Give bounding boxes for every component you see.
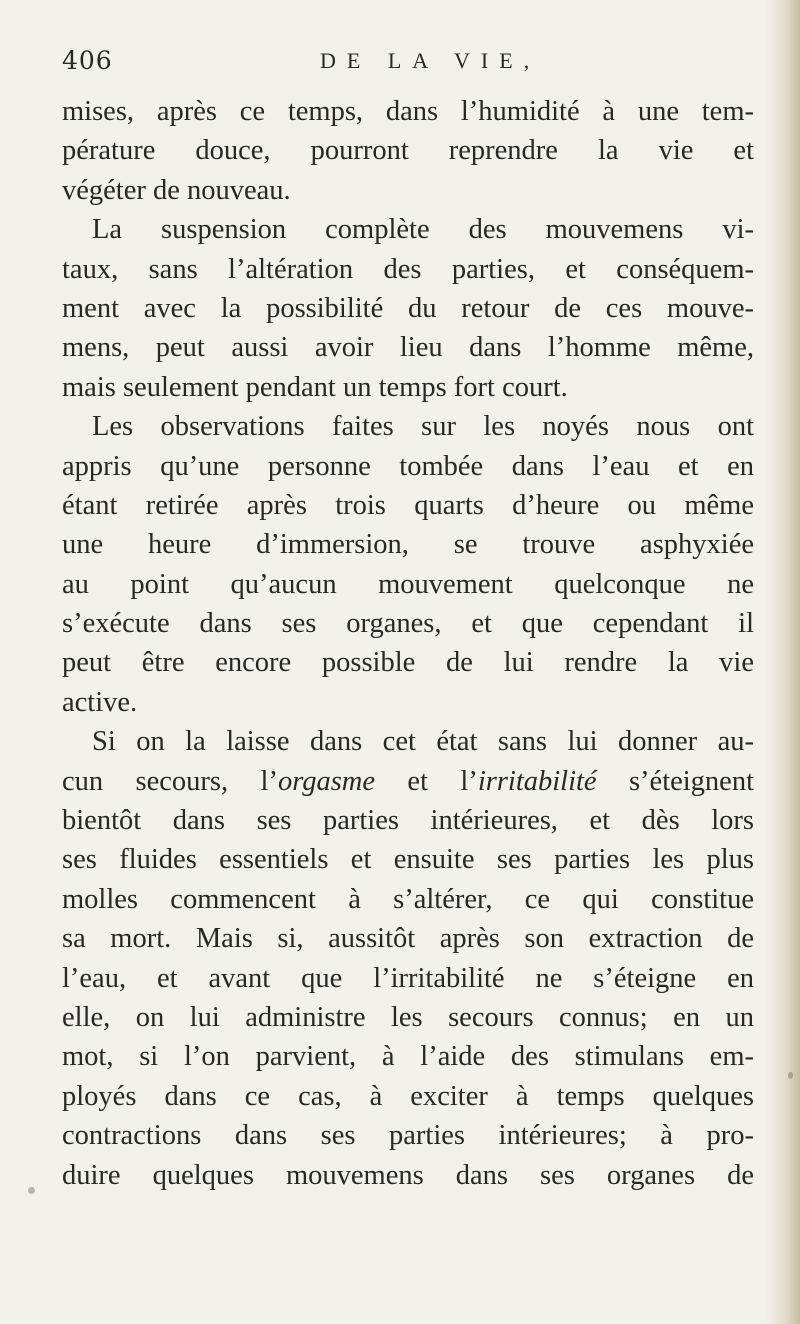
text-run: sa mort. Mais si, aussitôt après son extraction de bbox=[62, 923, 754, 955]
text-run: mens, peut aussi avoir lieu dans l’homme même, bbox=[62, 332, 754, 364]
text-run: une heure d’immersion, se trouve asphyxiée bbox=[62, 529, 754, 561]
text-line bbox=[62, 328, 754, 367]
text-line bbox=[62, 919, 754, 958]
text-line bbox=[62, 604, 754, 643]
ink-spot bbox=[788, 1072, 793, 1079]
text-line bbox=[62, 1077, 754, 1116]
text-line bbox=[62, 880, 754, 919]
text-run: au point qu’aucun mouvement quelconque ne bbox=[62, 568, 754, 600]
text-line bbox=[62, 210, 754, 249]
text-line bbox=[62, 250, 754, 289]
text-run: contractions dans ses parties intérieures; à pro- bbox=[62, 1120, 754, 1152]
text-run: bientôt dans ses parties intérieures, et dès lors bbox=[62, 805, 754, 837]
page-header bbox=[62, 46, 762, 86]
body-text bbox=[62, 92, 754, 1195]
text-run: mais seulement pendant un temps fort court. bbox=[62, 371, 568, 403]
text-line bbox=[62, 525, 754, 564]
text-line bbox=[62, 131, 754, 170]
page-number: 406 bbox=[62, 46, 113, 75]
text-run: elle, on lui administre les secours connus; en un bbox=[62, 1001, 754, 1033]
text-run: mises, après ce temps, dans l’humidité à une tem- bbox=[62, 96, 754, 127]
text-run: pérature douce, pourront reprendre la vie et bbox=[62, 135, 754, 167]
text-run: taux, sans l’altération des parties, et conséquem- bbox=[62, 253, 754, 285]
page-edge-shadow bbox=[766, 0, 800, 1324]
text-run: molles commencent à s’altérer, ce qui constitue bbox=[62, 883, 754, 915]
text-run: Les observations faites sur les noyés nous ont bbox=[92, 411, 754, 443]
text-line bbox=[62, 368, 754, 407]
text-run: étant retirée après trois quarts d’heure ou même bbox=[62, 489, 754, 521]
text-line bbox=[62, 722, 754, 761]
text-line bbox=[62, 92, 754, 131]
text-line bbox=[62, 1116, 754, 1155]
text-run: s’éteignent bbox=[596, 765, 755, 797]
text-run: et l’ bbox=[375, 765, 478, 797]
running-head: DE LA VIE, bbox=[320, 48, 541, 73]
text-run: cun secours, l’ bbox=[62, 765, 278, 797]
text-line bbox=[62, 1037, 754, 1076]
text-line bbox=[62, 171, 754, 210]
text-run: active. bbox=[62, 686, 138, 718]
ink-spot bbox=[28, 1187, 35, 1194]
text-line bbox=[62, 683, 754, 722]
text-line bbox=[62, 565, 754, 604]
text-line bbox=[62, 289, 754, 328]
text-line bbox=[62, 801, 754, 840]
text-line bbox=[62, 959, 754, 998]
text-run: La suspension complète des mouvemens vi- bbox=[92, 214, 754, 246]
text-run: peut être encore possible de lui rendre la vie bbox=[62, 647, 754, 679]
text-run: végéter de nouveau. bbox=[62, 174, 291, 206]
text-line bbox=[62, 840, 754, 879]
text-run: ployés dans ce cas, à exciter à temps quelques bbox=[62, 1080, 754, 1112]
text-run: duire quelques mouvemens dans ses organes de bbox=[62, 1159, 754, 1191]
italic-term: irritabilité bbox=[477, 765, 597, 797]
italic-term: orgasme bbox=[277, 765, 376, 797]
text-line bbox=[62, 1156, 754, 1195]
text-run: s’exécute dans ses organes, et que cependant il bbox=[62, 608, 754, 640]
text-line bbox=[62, 762, 754, 801]
text-run: l’eau, et avant que l’irritabilité ne s’éteigne en bbox=[62, 962, 754, 994]
text-run: appris qu’une personne tombée dans l’eau et en bbox=[62, 450, 754, 482]
text-run: ment avec la possibilité du retour de ces mouve- bbox=[62, 292, 754, 324]
text-line bbox=[62, 447, 754, 486]
text-line bbox=[62, 643, 754, 682]
text-line bbox=[62, 998, 754, 1037]
text-run: Si on la laisse dans cet état sans lui donner au- bbox=[92, 726, 754, 758]
text-line bbox=[62, 407, 754, 446]
text-run: ses fluides essentiels et ensuite ses parties les plus bbox=[62, 844, 754, 876]
text-run: mot, si l’on parvient, à l’aide des stimulans em- bbox=[62, 1041, 754, 1073]
text-line bbox=[62, 486, 754, 525]
